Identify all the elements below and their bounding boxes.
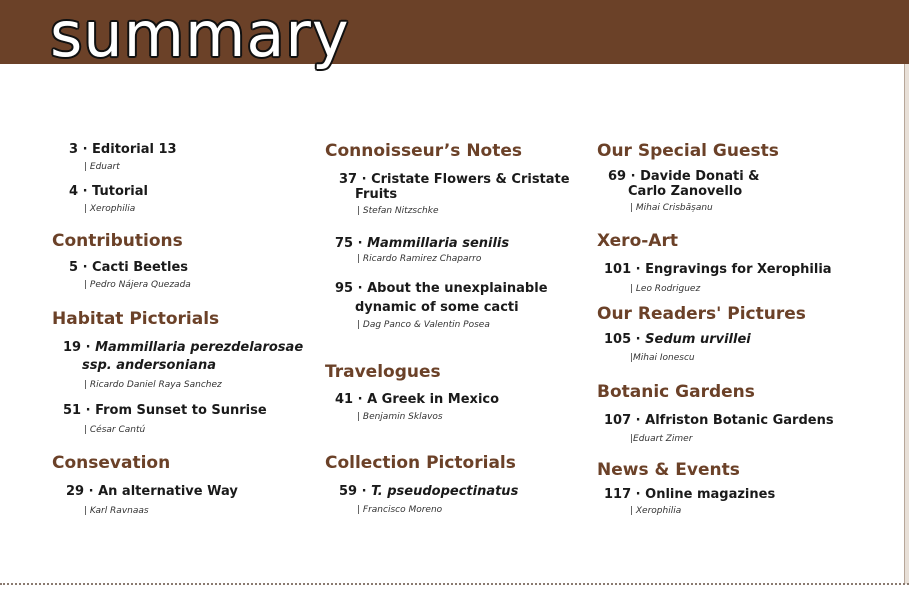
section-heading-habitat: Habitat Pictorials (52, 309, 220, 329)
bottom-dotted-border (0, 583, 909, 585)
toc-entry-unexplainable[interactable]: 95 · About the unexplainable (335, 281, 548, 296)
section-heading-consevation: Consevation (52, 453, 171, 473)
section-heading-contributions: Contributions (52, 231, 183, 251)
author-credit: | Ricardo Ramirez Chaparro (357, 254, 482, 264)
toc-entry-engravings[interactable]: 101 · Engravings for Xerophilia (604, 262, 832, 277)
toc-entry-tutorial[interactable]: 4 · Tutorial (69, 184, 148, 199)
section-heading-readers-pictures: Our Readers' Pictures (597, 304, 806, 324)
section-heading-collection: Collection Pictorials (325, 453, 516, 473)
toc-entry-cacti-beetles[interactable]: 5 · Cacti Beetles (69, 260, 189, 275)
toc-entry-sunset-sunrise[interactable]: 51 · From Sunset to Sunrise (63, 403, 267, 418)
toc-entry-editorial[interactable]: 3 · Editorial 13 (69, 142, 177, 157)
author-credit: | Ricardo Daniel Raya Sanchez (84, 380, 222, 390)
author-credit: | Pedro Nájera Quezada (84, 280, 191, 290)
author-credit: | Karl Ravnaas (84, 506, 149, 516)
author-credit: | Eduart (84, 162, 120, 172)
section-heading-news-events: News & Events (597, 460, 740, 480)
toc-entry-cristate-line2[interactable]: Fruits (355, 187, 398, 202)
toc-entry-cristate[interactable]: 37 · Cristate Flowers & Cristate (339, 172, 570, 187)
section-heading-travelogues: Travelogues (325, 362, 441, 382)
author-credit: | Xerophilia (630, 506, 682, 516)
author-credit: | Mihai Crisbășanu (630, 203, 713, 213)
author-credit: | Benjamin Sklavos (357, 412, 443, 422)
author-credit: | Francisco Moreno (357, 505, 443, 515)
section-heading-botanic-gardens: Botanic Gardens (597, 382, 755, 402)
section-heading-xero-art: Xero-Art (597, 231, 678, 251)
toc-entry-unexplainable-line2[interactable]: dynamic of some cacti (355, 300, 519, 315)
author-credit: |Mihai Ionescu (630, 353, 695, 363)
toc-entry-sedum-urvillei[interactable]: 105 · Sedum urvillei (604, 332, 751, 347)
toc-entry-donati-zanovello-line2[interactable]: Carlo Zanovello (628, 184, 743, 199)
section-heading-special-guests: Our Special Guests (597, 141, 779, 161)
author-credit: |Eduart Zimer (630, 434, 693, 444)
toc-entry-mammillaria-perezdelarosae[interactable]: 19 · Mammillaria perezdelarosae (63, 340, 304, 355)
author-credit: | Stefan Nitzschke (357, 206, 439, 216)
toc-entry-pseudopectinatus[interactable]: 59 · T. pseudopectinatus (339, 484, 519, 499)
toc-entry-mammillaria-senilis[interactable]: 75 · Mammillaria senilis (335, 236, 510, 251)
toc-entry-alfriston[interactable]: 107 · Alfriston Botanic Gardens (604, 413, 834, 428)
author-credit: | César Cantú (84, 425, 146, 435)
toc-entry-alternative-way[interactable]: 29 · An alternative Way (66, 484, 238, 499)
author-credit: | Dag Panco & Valentin Posea (357, 320, 490, 330)
toc-entry-mammillaria-perezdelarosae-line2[interactable]: ssp. andersoniana (82, 358, 216, 373)
author-credit: | Leo Rodriguez (630, 284, 701, 294)
toc-entry-donati-zanovello[interactable]: 69 · Davide Donati & (608, 169, 760, 184)
author-credit: | Xerophilia (84, 204, 136, 214)
section-heading-connoisseurs-notes: Connoisseur’s Notes (325, 141, 523, 161)
toc-entry-greek-mexico[interactable]: 41 · A Greek in Mexico (335, 392, 500, 407)
page-title: summary (50, 0, 350, 71)
toc-entry-online-magazines[interactable]: 117 · Online magazines (604, 487, 776, 502)
page-edge (904, 64, 909, 584)
